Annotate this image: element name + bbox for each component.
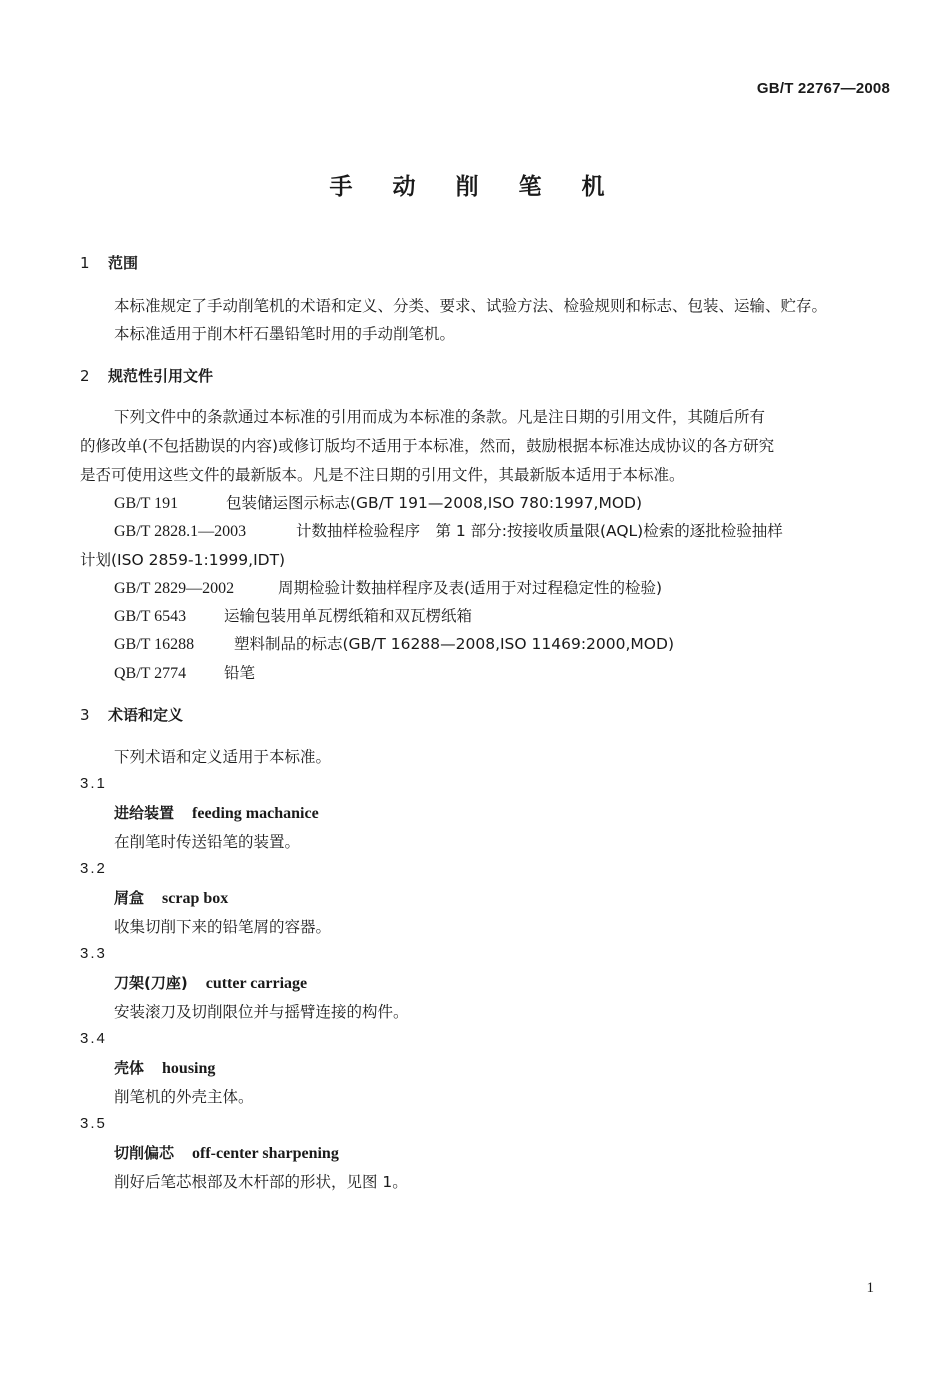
clause-number: 3.1 xyxy=(80,775,107,792)
section-number: 3 xyxy=(80,706,90,724)
term-definition: 削笔机的外壳主体。 xyxy=(114,1088,254,1106)
term-en: housing xyxy=(162,1060,216,1077)
document-title: 手 动 削 笔 机 xyxy=(329,174,621,200)
reference-code: GB/T 16288 xyxy=(114,636,195,653)
clause-number: 3.2 xyxy=(80,860,107,877)
reference-title: 周期检验计数抽样程序及表(适用于对过程稳定性的检验) xyxy=(278,579,663,597)
reference-continuation: 计划(ISO 2859-1:1999,IDT) xyxy=(80,551,286,569)
term-entry xyxy=(114,1057,215,1078)
section-2-heading xyxy=(80,365,213,386)
paragraph-line: 本标准规定了手动削笔机的术语和定义、分类、要求、试验方法、检验规则和标志、包装、运输、贮存。 xyxy=(114,297,828,315)
paragraph-line: 下列术语和定义适用于本标准。 xyxy=(114,748,332,766)
page-number: 1 xyxy=(866,1280,874,1296)
term-en: cutter carriage xyxy=(205,975,308,992)
reference-title: 铅笔 xyxy=(224,664,256,682)
reference-item xyxy=(114,576,662,598)
reference-code: GB/T 6543 xyxy=(114,608,187,625)
term-entry xyxy=(114,972,307,993)
term-zh: 壳体 xyxy=(114,1059,145,1077)
term-entry xyxy=(114,887,228,908)
paragraph-line: 的修改单(不包括勘误的内容)或修订版均不适用于本标准，然而，鼓励根据本标准达成协议的各方研究 xyxy=(80,437,775,455)
term-en: feeding machanice xyxy=(192,805,319,822)
term-definition: 安装滚刀及切削限位并与摇臂连接的构件。 xyxy=(114,1003,409,1021)
paragraph-line: 本标准适用于削木杆石墨铅笔时用的手动削笔机。 xyxy=(114,325,456,343)
section-title: 规范性引用文件 xyxy=(108,367,214,385)
term-definition: 削好后笔芯根部及木杆部的形状，见图 1。 xyxy=(114,1173,408,1191)
section-3-heading xyxy=(80,704,183,725)
paragraph-line: 下列文件中的条款通过本标准的引用而成为本标准的条款。凡是注日期的引用文件，其随后所有 xyxy=(114,408,766,426)
reference-code: GB/T 191 xyxy=(114,495,179,512)
term-zh: 进给装置 xyxy=(114,804,175,822)
reference-title: 计数抽样检验程序 第 1 部分:按接收质量限(AQL)检索的逐批检验抽样 xyxy=(296,522,783,540)
reference-item xyxy=(114,491,642,513)
term-en: off-center sharpening xyxy=(192,1145,339,1162)
term-definition: 在削笔时传送铅笔的装置。 xyxy=(114,833,301,851)
section-title: 术语和定义 xyxy=(108,706,184,724)
section-number: 1 xyxy=(80,254,90,272)
clause-number: 3.3 xyxy=(80,945,107,962)
reference-title: 塑料制品的标志(GB/T 16288—2008,ISO 11469:2000,MOD) xyxy=(234,635,674,653)
standard-code: GB/T 22767—2008 xyxy=(756,80,890,97)
term-entry xyxy=(114,1142,339,1163)
reference-item xyxy=(114,661,255,683)
term-zh: 刀架(刀座) xyxy=(114,974,188,992)
section-number: 2 xyxy=(80,367,90,385)
paragraph-line: 是否可使用这些文件的最新版本。凡是不注日期的引用文件，其最新版本适用于本标准。 xyxy=(80,466,685,484)
term-zh: 切削偏芯 xyxy=(114,1144,175,1162)
reference-item xyxy=(114,604,472,626)
term-en: scrap box xyxy=(162,890,229,907)
clause-number: 3.4 xyxy=(80,1030,107,1047)
section-1-heading xyxy=(80,252,138,273)
reference-item xyxy=(114,632,674,654)
reference-code: GB/T 2828.1—2003 xyxy=(114,523,247,540)
reference-item xyxy=(114,519,783,541)
clause-number: 3.5 xyxy=(80,1115,107,1132)
term-definition: 收集切削下来的铅笔屑的容器。 xyxy=(114,918,332,936)
reference-code: QB/T 2774 xyxy=(114,665,187,682)
reference-title: 运输包装用单瓦楞纸箱和双瓦楞纸箱 xyxy=(224,607,473,625)
term-zh: 屑盒 xyxy=(114,889,145,907)
reference-title: 包装储运图示标志(GB/T 191—2008,ISO 780:1997,MOD) xyxy=(226,494,643,512)
term-entry xyxy=(114,802,319,823)
reference-code: GB/T 2829—2002 xyxy=(114,580,235,597)
section-title: 范围 xyxy=(108,254,139,272)
